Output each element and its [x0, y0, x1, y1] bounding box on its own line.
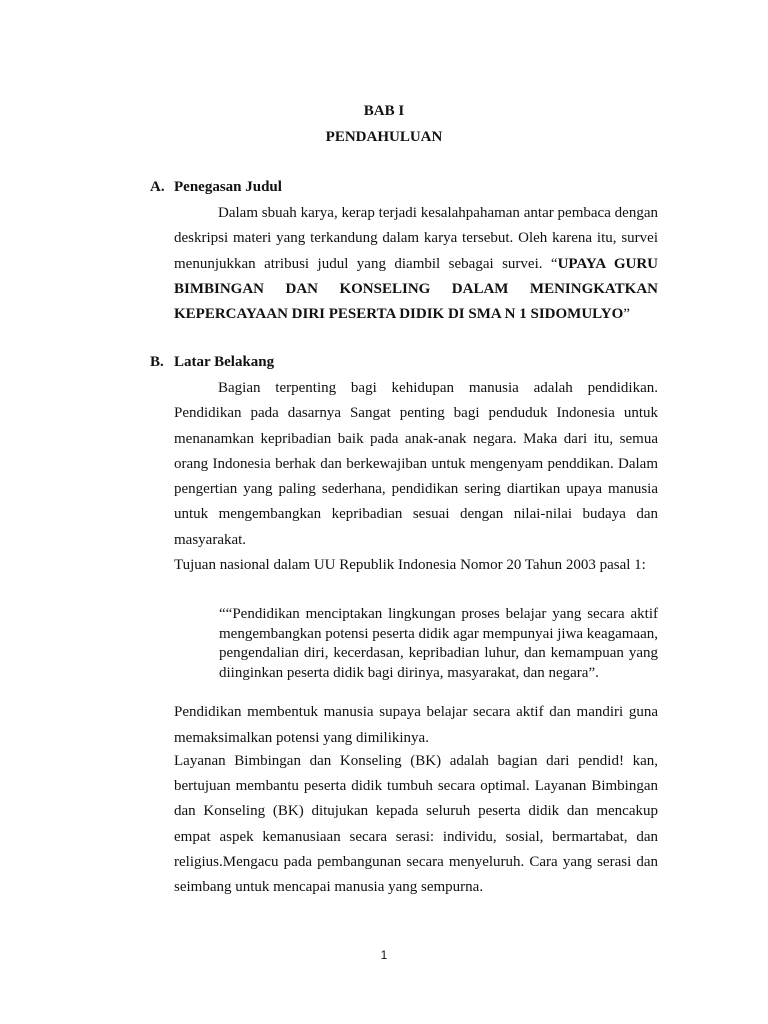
closing-quote: ” [623, 306, 630, 323]
section-b-paragraph-3 [174, 700, 658, 752]
section-a-heading [150, 179, 282, 196]
chapter-label: BAB I [363, 103, 405, 119]
research-title: UPAYA GURU BIMBINGAN DAN KONSELING DALAM MENINGKATKAN KEPERCAYAAN DIRI PESERTA DIDIK DI SMA N 1 SIDOMULYO [174, 255, 658, 323]
chapter-title: PENDAHULUAN [325, 129, 443, 145]
section-a-paragraph [174, 201, 658, 327]
section-b-number: B. [150, 354, 164, 370]
section-b-text-3: Pendidikan membentuk manusia supaya belajar secara aktif dan mandiri guna memaksimalkan potensi yang dimilikinya. [174, 704, 658, 746]
section-a-text: Dalam sbuah karya, kerap terjadi kesalahpahaman antar pembaca dengan deskripsi materi yang terkandung dalam karya tersebut. Oleh karena itu, survei menunjukkan atribusi judul yang diambil sebagai survei. “ [174, 205, 658, 272]
section-b-paragraph-2: Tujuan nasional dalam UU Republik Indonesia Nomor 20 Tahun 2003 pasal 1: [174, 557, 646, 573]
section-b-paragraph-1 [174, 376, 658, 553]
section-b-text-4: Layanan Bimbingan dan Konseling (BK) adalah bagian dari pendid! kan, bertujuan membantu peserta didik tumbuh secara optimal. Layanan Bimbingan dan Konseling (BK) ditujukan kepada seluruh peserta didik dan mencakup empat aspek kemanusiaan secara serasi: individu, sosial, bermartabat, dan religius.Mengacu pada pembangunan secara menyeluruh. Cara yang serasi dan seimbang untuk mencapai manusia yang sempurna. [174, 753, 658, 896]
section-a-number: A. [150, 179, 165, 195]
section-a-title: Penegasan Judul [174, 179, 282, 195]
page-number: 1 [380, 948, 388, 962]
section-b-heading [150, 354, 274, 371]
section-b-paragraph-4 [174, 749, 658, 900]
law-quote: ““Pendidikan menciptakan lingkungan proses belajar yang secara aktif mengembangkan potensi peserta didik agar mempunyai jiwa keagamaan, pengendalian diri, kecerdasan, kepribadian luhur, dan kemampuan yang diinginkan peserta didik bagi dirinya, masyarakat, dan negara”. [219, 606, 659, 681]
section-b-title: Latar Belakang [174, 354, 275, 370]
section-b-text-1: Bagian terpenting bagi kehidupan manusia adalah pendidikan. Pendidikan pada dasarnya Sangat penting bagi penduduk Indonesia untuk menanamkan kepribadian baik pada anak-anak negara. Maka dari itu, semua orang Indonesia berhak dan berkewajiban untuk mengenyam penddikan. Dalam pengertian yang paling sederhana, pendidikan sering diartikan upaya manusia untuk mengembangkan kepribadian sesuai dengan nilai-nilai budaya dan masyarakat. [174, 380, 658, 548]
